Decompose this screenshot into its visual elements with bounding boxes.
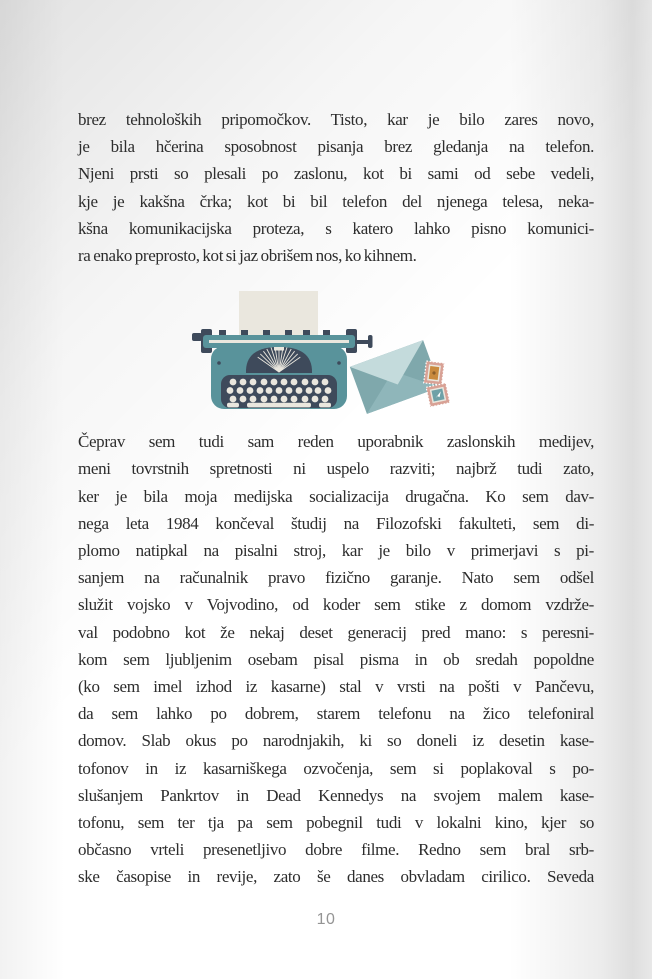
stamp-bird-icon [426, 383, 450, 407]
text-line: je bila hčerina sposobnost pisanja brez gledanja na telefon. [78, 137, 594, 157]
text-line: brez tehnoloških pripomočkov. Tisto, kar je bilo zares novo, [78, 110, 594, 129]
text-line: ker je bila moja medijska socializacija drugačna. Ko sem dav- [78, 486, 594, 506]
text-line: Čeprav sem tudi sam reden uporabnik zaslonskih medijev, [78, 432, 594, 452]
text-line: domov. Slab okus po narodnjakih, ki so doneli iz desetin kase- [78, 731, 594, 751]
paragraph-1 [78, 106, 594, 269]
text-line: ra enako preprosto, kot si jaz obrišem nos, ko kihnem. [78, 246, 417, 266]
typewriter-icon [192, 291, 373, 409]
paper-guide [209, 340, 349, 343]
text-line: val podobno kot že nekaj deset generacij pred mano: s peresni- [78, 622, 594, 642]
text-line: tofonu, sem ter tja pa sem pobegnil tudi v lokalni kino, kjer so [78, 813, 594, 833]
text-line: nega leta 1984 končeval študij na Filozofski fakulteti, sem di- [78, 513, 594, 533]
text-block [78, 106, 594, 891]
text-line: kom sem ljubljenim osebam pisal pisma in ob sredah popoldne [78, 649, 594, 669]
text-line: (ko sem imel izhod iz kasarne) stal v vrsti na pošti v Pančevu, [78, 677, 594, 697]
text-line: plomo natipkal na pisalni stroj, kar je bilo v primerjavi s pi- [78, 541, 594, 561]
text-line: meni tovrstnih spretnosti ni uspelo razviti; najbrž tudi zato, [78, 459, 594, 479]
text-line: Njeni prsti so plesali po zaslonu, kot bi sami od sebe vedeli, [78, 164, 594, 184]
text-line: kšna komunikacijska proteza, s katero lahko pisno komunici- [78, 218, 594, 238]
text-line: služit vojsko v Vojvodino, od koder sem stike z domom vzdrže- [78, 595, 594, 615]
text-line: sanjem na računalnik pravo fizično garanje. Nato sem odšel [78, 568, 594, 588]
text-line: slušanjem Pankrtov in Dead Kennedys na svojem malem kase- [78, 785, 594, 805]
text-line: da sem lahko po dobrem, starem telefonu na žico telefoniral [78, 704, 594, 724]
text-line: ske časopise in revije, zato še danes obvladam cirilico. Seveda [78, 867, 594, 887]
text-line: občasno vrteli presenetljivo dobre filme. Redno sem bral srb- [78, 840, 594, 860]
text-line: tofonov in iz kasarniškega ozvočenja, sem si poplakoval s po- [78, 758, 594, 778]
page-number: 10 [316, 911, 336, 928]
text-line: kje je kakšna črka; kot bi bil telefon del njenega telesa, neka- [78, 191, 594, 211]
stamp-orange-icon [424, 361, 445, 385]
typewriter-illustration [191, 283, 481, 418]
paragraph-2 [78, 428, 594, 890]
